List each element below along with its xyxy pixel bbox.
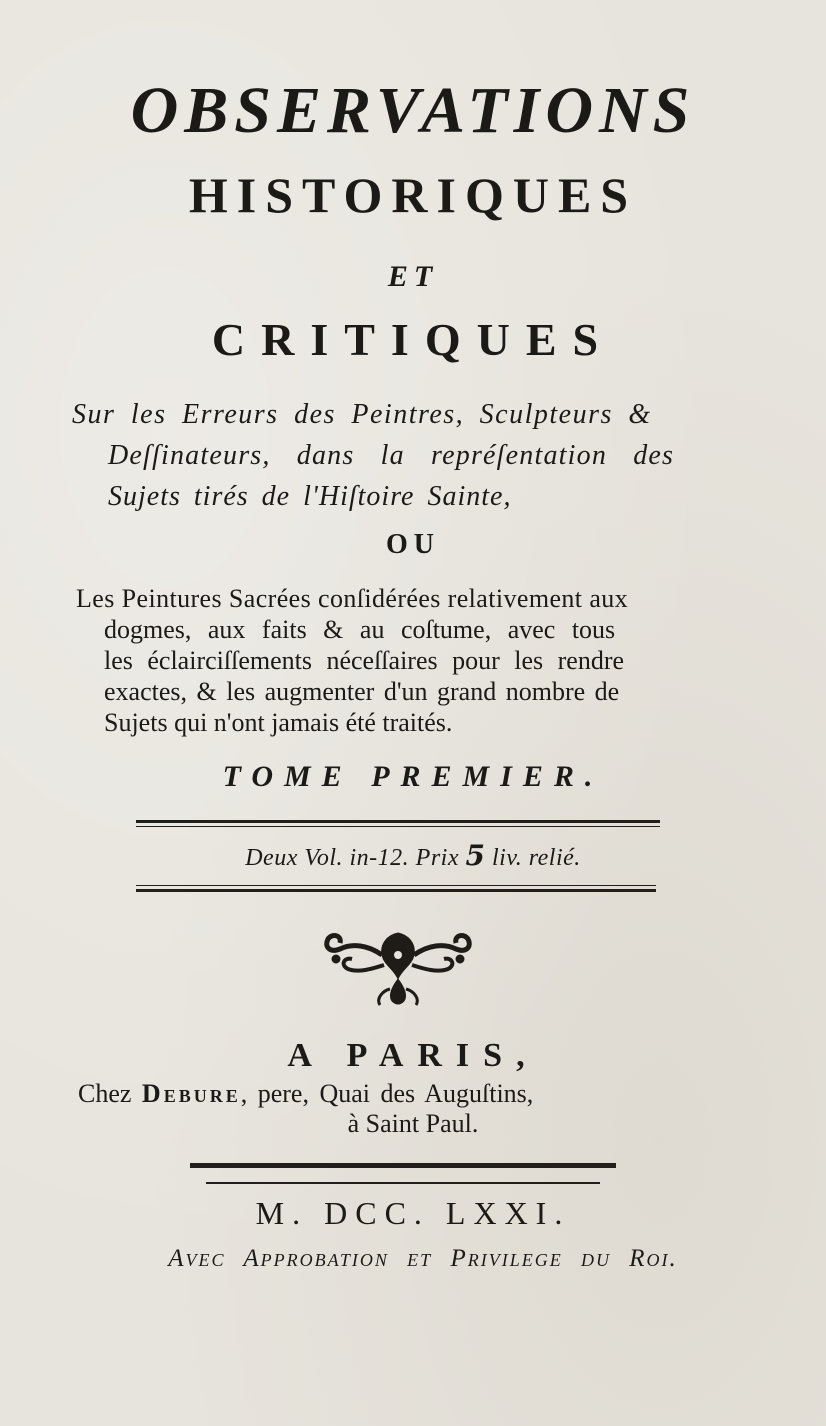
imprint-rule-ornamental	[190, 1163, 616, 1168]
description-line-2: dogmes, aux faits & au coſtume, avec tous	[104, 615, 616, 644]
title-critiques: CRITIQUES	[211, 314, 615, 365]
subtitle-line-2: Deſſinateurs, dans la repréſentation des	[108, 440, 675, 471]
description-line-3: les éclairciſſements néceſſaires pour les rendre	[104, 646, 625, 675]
imprint-address-2: à Saint Paul.	[347, 1109, 479, 1138]
price-text: Deux Vol. in-12. Prix	[245, 845, 459, 871]
price-unit: liv. relié.	[491, 845, 581, 871]
imprint-chez: Chez	[78, 1079, 132, 1108]
price-line	[0, 839, 826, 872]
description-line-5: Sujets qui n'ont jamais été traités.	[104, 708, 453, 737]
publication-year: M. DCC. LXXI.	[255, 1195, 571, 1231]
top-rule-thick	[136, 820, 660, 823]
imprint-address: , pere, Quai des Auguſtins,	[240, 1079, 534, 1108]
imprint-rule-thin	[206, 1182, 600, 1184]
printers-ornament-icon	[318, 925, 478, 1009]
bottom-rule-thick	[136, 889, 656, 892]
royal-privilege: Avec Approbation et Privilege du Roi.	[168, 1245, 678, 1272]
title-historiques: HISTORIQUES	[188, 167, 638, 223]
description-line-4: exactes, & les augmenter d'un grand nombre de	[104, 677, 620, 706]
imprint-publisher: Debure	[141, 1079, 241, 1108]
title-observations: OBSERVATIONS	[130, 74, 696, 147]
top-rule-thin	[136, 826, 660, 827]
bottom-rule-thin	[136, 885, 656, 886]
handwritten-price: 5	[465, 839, 486, 872]
description-line-1: Les Peintures Sacrées conſidérées relativement aux	[76, 584, 629, 613]
subtitle-line-3: Sujets tirés de l'Hiſtoire Sainte,	[108, 481, 512, 512]
subtitle-line-1: Sur les Erreurs des Peintres, Sculpteurs &	[72, 399, 652, 430]
imprint-publisher-line	[78, 1081, 728, 1107]
imprint-city: A PARIS,	[287, 1037, 539, 1074]
volume-label: TOME PREMIER.	[222, 760, 604, 793]
ou-separator: OU	[386, 529, 440, 560]
title-et: ET	[387, 260, 439, 293]
